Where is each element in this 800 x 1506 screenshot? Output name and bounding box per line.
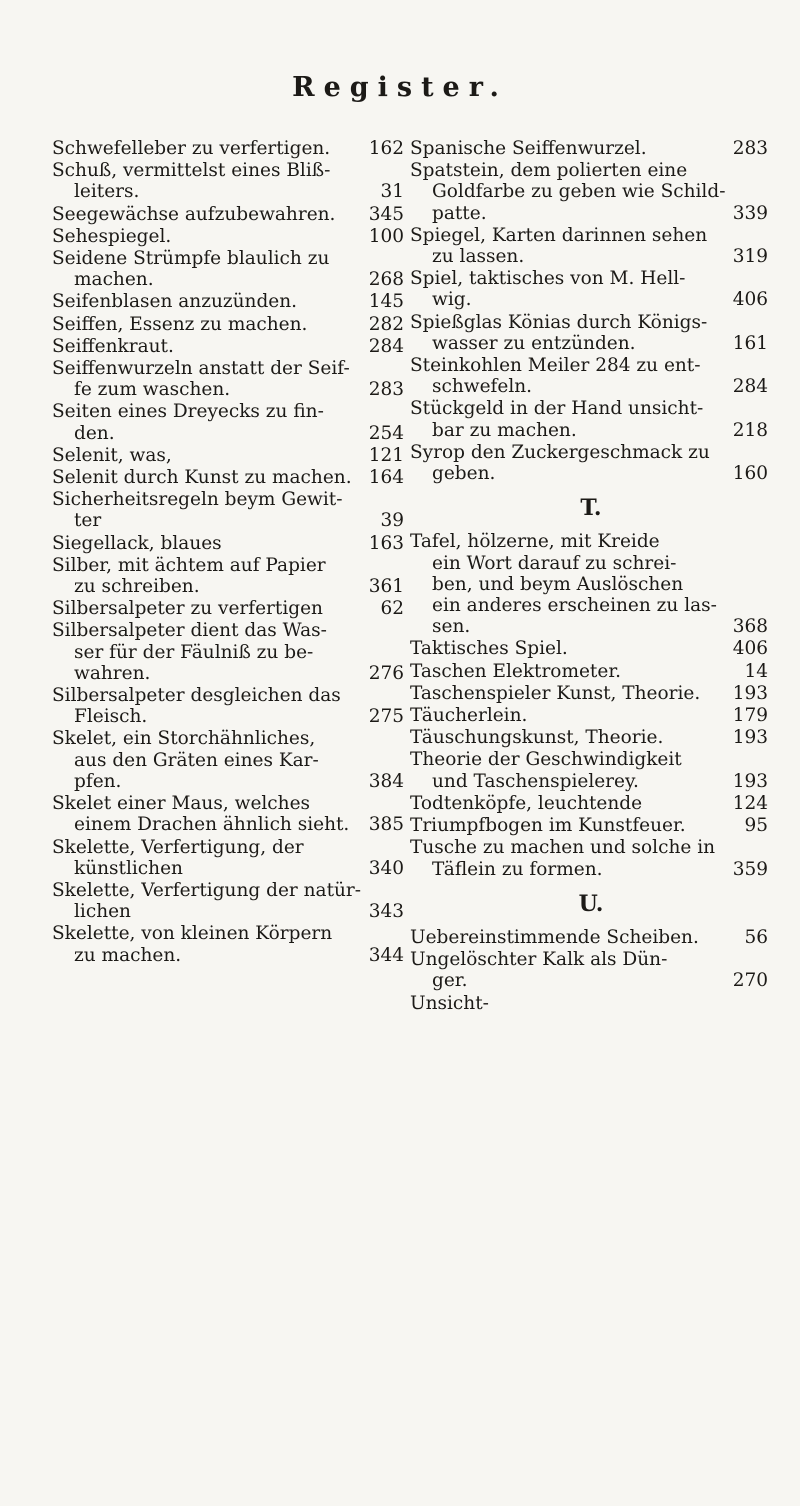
index-entry-text: Skelette, Verfertigung der natür-	[52, 879, 362, 901]
index-entry-text: wasser zu entzünden.	[432, 332, 636, 354]
index-entry-text: Taktisches Spiel.	[410, 638, 568, 660]
index-entry-line	[52, 291, 408, 312]
index-entry-page: 359	[732, 858, 768, 880]
index-entry-line	[410, 616, 772, 637]
index-entry	[52, 533, 408, 554]
index-entry-line	[52, 248, 408, 269]
index-entry-line	[410, 749, 772, 770]
index-entry-line	[52, 181, 408, 202]
index-entry-line	[52, 663, 408, 684]
index-entry-line	[52, 401, 408, 422]
index-entry-text: Seiffenwurzeln anstatt der Seif-	[52, 358, 350, 380]
index-entry-line	[410, 553, 772, 574]
index-entry-line	[52, 750, 408, 771]
index-entry	[52, 837, 408, 879]
index-entry-page: 254	[368, 422, 404, 444]
index-entry-text: Seiffenkraut.	[52, 335, 174, 357]
index-entry-text: Spanische Seiffenwurzel.	[410, 138, 647, 159]
index-entry-line	[410, 463, 772, 484]
index-entry-page: 384	[368, 770, 404, 792]
index-entry-text: Skelet, ein Storchähnliches,	[52, 728, 316, 750]
index-entry-page: 344	[368, 944, 404, 966]
index-entry	[52, 401, 408, 443]
index-entry-line	[410, 815, 772, 836]
index-entry-text: Spießglas Könias durch Königs-	[410, 311, 708, 333]
index-entry	[52, 204, 408, 225]
index-entry	[410, 993, 772, 1014]
index-entry-text: Täflein zu formen.	[432, 858, 603, 880]
index-entry-line	[52, 858, 408, 879]
index-entry-page: 56	[744, 926, 768, 948]
index-entry-page: 284	[732, 376, 768, 398]
index-entry-text: Siegellack, blaues	[52, 532, 222, 554]
index-entry	[52, 685, 408, 727]
index-entry-line	[52, 336, 408, 357]
index-entry	[410, 683, 772, 704]
index-entry-page: 121	[368, 444, 404, 466]
index-entry-line	[52, 423, 408, 444]
index-entry-page: 340	[368, 857, 404, 879]
index-entry-page: 62	[380, 598, 404, 620]
index-column-left	[52, 138, 408, 967]
index-entry-line	[52, 880, 408, 901]
index-entry	[410, 661, 772, 682]
index-entry-line	[410, 683, 772, 704]
index-entry	[410, 398, 772, 440]
index-entry-text: Skelette, Verfertigung, der	[52, 836, 304, 858]
index-entry-text: zu lassen.	[432, 246, 525, 268]
index-entry	[52, 489, 408, 531]
index-entry	[410, 638, 772, 659]
index-entry-text: Schwefelleber zu verfertigen.	[52, 138, 331, 159]
index-entry	[410, 705, 772, 726]
index-entry-text: Taschenspieler Kunst, Theorie.	[410, 682, 701, 704]
index-entry-text: lichen	[74, 901, 131, 923]
index-entry-text: machen.	[74, 269, 154, 291]
index-entry-line	[52, 837, 408, 858]
index-entry-line	[52, 379, 408, 400]
index-entry-line	[52, 576, 408, 597]
index-entry-line	[52, 533, 408, 554]
index-entry	[52, 620, 408, 684]
index-entry-page: 164	[368, 467, 404, 489]
index-entry-page: 270	[732, 970, 768, 992]
index-entry-line	[52, 160, 408, 181]
index-entry-text: Sicherheitsregeln beym Gewit-	[52, 489, 343, 511]
index-entry-line	[410, 376, 772, 397]
index-entry	[52, 358, 408, 400]
index-entry	[52, 336, 408, 357]
index-entry-text: Goldfarbe zu geben wie Schild-	[432, 181, 726, 203]
index-entry-line	[52, 226, 408, 247]
index-entry-text: patte.	[432, 202, 487, 224]
index-entry-line	[410, 398, 772, 419]
index-entry-line	[52, 204, 408, 225]
index-entry-line	[410, 574, 772, 595]
index-entry-text: Todtenköpfe, leuchtende	[410, 792, 643, 814]
index-entry-page: 193	[732, 682, 768, 704]
index-entry-text: schwefeln.	[432, 376, 533, 398]
index-entry-line	[410, 970, 772, 991]
index-entry-text: Tusche zu machen und solche in	[410, 837, 716, 859]
index-entry-text: Uebereinstimmende Scheiben.	[410, 926, 699, 948]
index-entry-line	[410, 638, 772, 659]
index-entry	[410, 749, 772, 791]
index-entry	[52, 555, 408, 597]
index-entry-line	[410, 442, 772, 463]
index-entry	[52, 728, 408, 792]
index-entry	[410, 793, 772, 814]
index-entry-text: Silbersalpeter zu verfertigen	[52, 598, 323, 620]
index-entry-page: 145	[368, 291, 404, 313]
index-entry	[52, 160, 408, 202]
index-entry-text: Skelet einer Maus, welches	[52, 793, 311, 815]
index-entry-text: Seidene Strümpfe blaulich zu	[52, 248, 330, 270]
index-entry-line	[410, 268, 772, 289]
index-entry-line	[52, 814, 408, 835]
index-entry-line	[410, 312, 772, 333]
index-entry	[52, 793, 408, 835]
index-entry-page: 160	[732, 463, 768, 485]
index-entry	[410, 727, 772, 748]
index-entry	[410, 949, 772, 991]
index-entry-text: pfen.	[74, 770, 122, 792]
index-entry-text: Tafel, hölzerne, mit Kreide	[410, 531, 660, 553]
index-entry-text: Skelette, von kleinen Körpern	[52, 923, 333, 945]
index-entry-page: 406	[732, 289, 768, 311]
index-entry-page: 368	[732, 616, 768, 638]
index-entry-line	[52, 489, 408, 510]
index-entry-line	[52, 728, 408, 749]
index-entry	[410, 160, 772, 224]
index-entry-line	[410, 793, 772, 814]
index-entry-text: leiters.	[74, 181, 140, 203]
index-entry-text: sen.	[432, 616, 471, 638]
index-entry-line	[52, 445, 408, 466]
index-entry-line	[52, 555, 408, 576]
index-section-t	[410, 531, 772, 879]
index-entry	[410, 355, 772, 397]
index-entry-line	[410, 289, 772, 310]
index-entry-text: ein anderes erscheinen zu las-	[432, 595, 717, 617]
index-entry	[52, 923, 408, 965]
index-entry-line	[52, 901, 408, 922]
index-entry-line	[410, 771, 772, 792]
index-entry-line	[410, 949, 772, 970]
index-entry	[52, 314, 408, 335]
index-entry-text: Sehespiegel.	[52, 225, 172, 247]
index-entry	[52, 248, 408, 290]
index-entry-text: Ungelöschter Kalk als Dün-	[410, 949, 668, 971]
index-entry-text: Syrop den Zuckergeschmack zu	[410, 441, 710, 463]
index-entry-page: 282	[368, 313, 404, 335]
index-entry-text: fe zum waschen.	[74, 379, 231, 401]
index-entry-text: Schuß, vermittelst eines Bliß-	[52, 160, 331, 182]
index-entry-text: Spiel, taktisches von M. Hell-	[410, 268, 686, 290]
index-entry-page: 100	[368, 225, 404, 247]
index-entry-line	[52, 793, 408, 814]
index-entry	[52, 467, 408, 488]
index-entry-text: Selenit durch Kunst zu machen.	[52, 467, 352, 489]
index-entry	[52, 445, 408, 466]
index-entry-page: 124	[732, 792, 768, 814]
index-entry-line	[410, 181, 772, 202]
index-entry-text: zu schreiben.	[74, 576, 200, 598]
index-entry-page: 163	[368, 532, 404, 554]
index-entry	[410, 927, 772, 948]
index-entry-text: Seiffen, Essenz zu machen.	[52, 313, 308, 335]
index-entry	[52, 880, 408, 922]
index-entry	[410, 312, 772, 354]
index-entry-line	[52, 945, 408, 966]
index-entry-text: ben, und beym Auslöschen	[432, 573, 684, 595]
index-entry-line	[52, 771, 408, 792]
index-entry	[52, 138, 408, 159]
index-entry-text: Seifenblasen anzuzünden.	[52, 291, 298, 313]
index-entry-line	[52, 269, 408, 290]
index-entry-line	[410, 927, 772, 948]
index-entry-line	[410, 333, 772, 354]
index-entry-line	[410, 531, 772, 552]
index-entry-line	[52, 685, 408, 706]
index-entry-text: wahren.	[74, 662, 151, 684]
index-entry-line	[410, 160, 772, 181]
index-entry	[410, 268, 772, 310]
index-entry-page: 193	[732, 770, 768, 792]
index-entry-line	[52, 358, 408, 379]
index-entry-text: Silbersalpeter desgleichen das	[52, 685, 341, 707]
index-entry-line	[410, 993, 772, 1014]
index-entry-page: 361	[368, 576, 404, 598]
index-entry-page: 14	[744, 660, 768, 682]
index-entry-line	[410, 203, 772, 224]
index-entry-text: Triumpfbogen im Kunstfeuer.	[410, 815, 686, 837]
index-entry-text: Spiegel, Karten darinnen sehen	[410, 224, 708, 246]
index-entry-line	[410, 355, 772, 376]
index-entry-page: 275	[368, 706, 404, 728]
index-entry-page: 339	[732, 202, 768, 224]
index-entry-line	[52, 642, 408, 663]
index-entry-page: 218	[732, 419, 768, 441]
index-entry-line	[410, 661, 772, 682]
index-entry-page: 283	[368, 379, 404, 401]
index-entry-line	[410, 859, 772, 880]
index-entry-text: Silbersalpeter dient das Was-	[52, 620, 327, 642]
index-entry	[410, 837, 772, 879]
index-entry-text: Taschen Elektrometer.	[410, 660, 622, 682]
index-entry-text: geben.	[432, 463, 496, 485]
index-entry-line	[410, 705, 772, 726]
index-entry	[52, 226, 408, 247]
index-entry-text: zu machen.	[74, 944, 182, 966]
index-section-s	[410, 138, 772, 484]
index-entry-text: Stückgeld in der Hand unsicht-	[410, 398, 704, 420]
index-entry-text: ter	[74, 510, 102, 532]
index-entry-line	[52, 467, 408, 488]
index-entry-text: bar zu machen.	[432, 419, 577, 441]
index-entry-text: aus den Gräten eines Kar-	[74, 749, 319, 771]
index-entry-page: 319	[732, 246, 768, 268]
section-heading-t: T.	[580, 495, 602, 522]
index-entry-text: ser für der Fäulniß zu be-	[74, 641, 314, 663]
section-heading-u: U.	[578, 890, 604, 917]
index-entry-line	[410, 837, 772, 858]
index-entry	[410, 531, 772, 637]
index-entry-page: 406	[732, 638, 768, 660]
index-entry	[410, 225, 772, 267]
index-entry	[410, 442, 772, 484]
index-entry-page: 283	[732, 138, 768, 159]
index-entry-line	[410, 225, 772, 246]
index-entry-text: Unsicht-	[410, 992, 489, 1014]
index-entry-text: Theorie der Geschwindigkeit	[410, 749, 682, 771]
index-entry	[52, 598, 408, 619]
index-section-u	[410, 927, 772, 1014]
index-entry-page: 95	[744, 815, 768, 837]
index-entry-page: 161	[732, 332, 768, 354]
index-entry-page: 385	[368, 814, 404, 836]
index-entry-text: Selenit, was,	[52, 444, 172, 466]
index-entry-line	[52, 138, 408, 159]
index-entry-text: Fleisch.	[74, 706, 148, 728]
index-entry-page: 39	[380, 510, 404, 532]
index-entry-text: ger.	[432, 970, 468, 992]
index-entry-line	[52, 706, 408, 727]
index-entry-page: 343	[368, 901, 404, 923]
index-entry	[52, 291, 408, 312]
index-entry-line	[410, 595, 772, 616]
index-entry-line	[410, 420, 772, 441]
index-entry-text: Seiten eines Dreyecks zu fin-	[52, 401, 324, 423]
index-entry-line	[410, 246, 772, 267]
index-entry-text: Täuschungskunst, Theorie.	[410, 727, 664, 749]
index-entry-text: Seegewächse aufzubewahren.	[52, 203, 336, 225]
index-entry-page: 276	[368, 662, 404, 684]
index-column-right	[410, 138, 772, 1015]
index-entry-line	[52, 923, 408, 944]
index-entry-page: 162	[368, 138, 404, 159]
page-title: Register.	[292, 72, 508, 103]
index-entry-line	[52, 510, 408, 531]
index-entry	[410, 138, 772, 159]
index-entry-page: 345	[368, 203, 404, 225]
index-entry-page: 31	[380, 181, 404, 203]
index-entry-line	[410, 727, 772, 748]
index-entry-text: ein Wort darauf zu schrei-	[432, 552, 677, 574]
index-entry	[410, 815, 772, 836]
index-entry-text: und Taschenspielerey.	[432, 770, 639, 792]
index-entry-page: 268	[368, 269, 404, 291]
index-entry-text: wig.	[432, 289, 472, 311]
index-entry-page: 193	[732, 727, 768, 749]
index-entry-text: Silber, mit ächtem auf Papier	[52, 554, 326, 576]
index-entry-line	[52, 314, 408, 335]
index-entry-page: 284	[368, 335, 404, 357]
index-entry-page: 179	[732, 705, 768, 727]
index-entry-line	[52, 620, 408, 641]
index-entry-line	[410, 138, 772, 159]
index-entry-line	[52, 598, 408, 619]
index-entry-text: Täucherlein.	[410, 705, 528, 727]
index-entry-text: Steinkohlen Meiler 284 zu ent-	[410, 355, 701, 377]
index-entry-text: Spatstein, dem polierten eine	[410, 160, 688, 182]
index-entry-text: den.	[74, 422, 115, 444]
index-entry-text: einem Drachen ähnlich sieht.	[74, 814, 350, 836]
index-entry-text: künstlichen	[74, 857, 183, 879]
